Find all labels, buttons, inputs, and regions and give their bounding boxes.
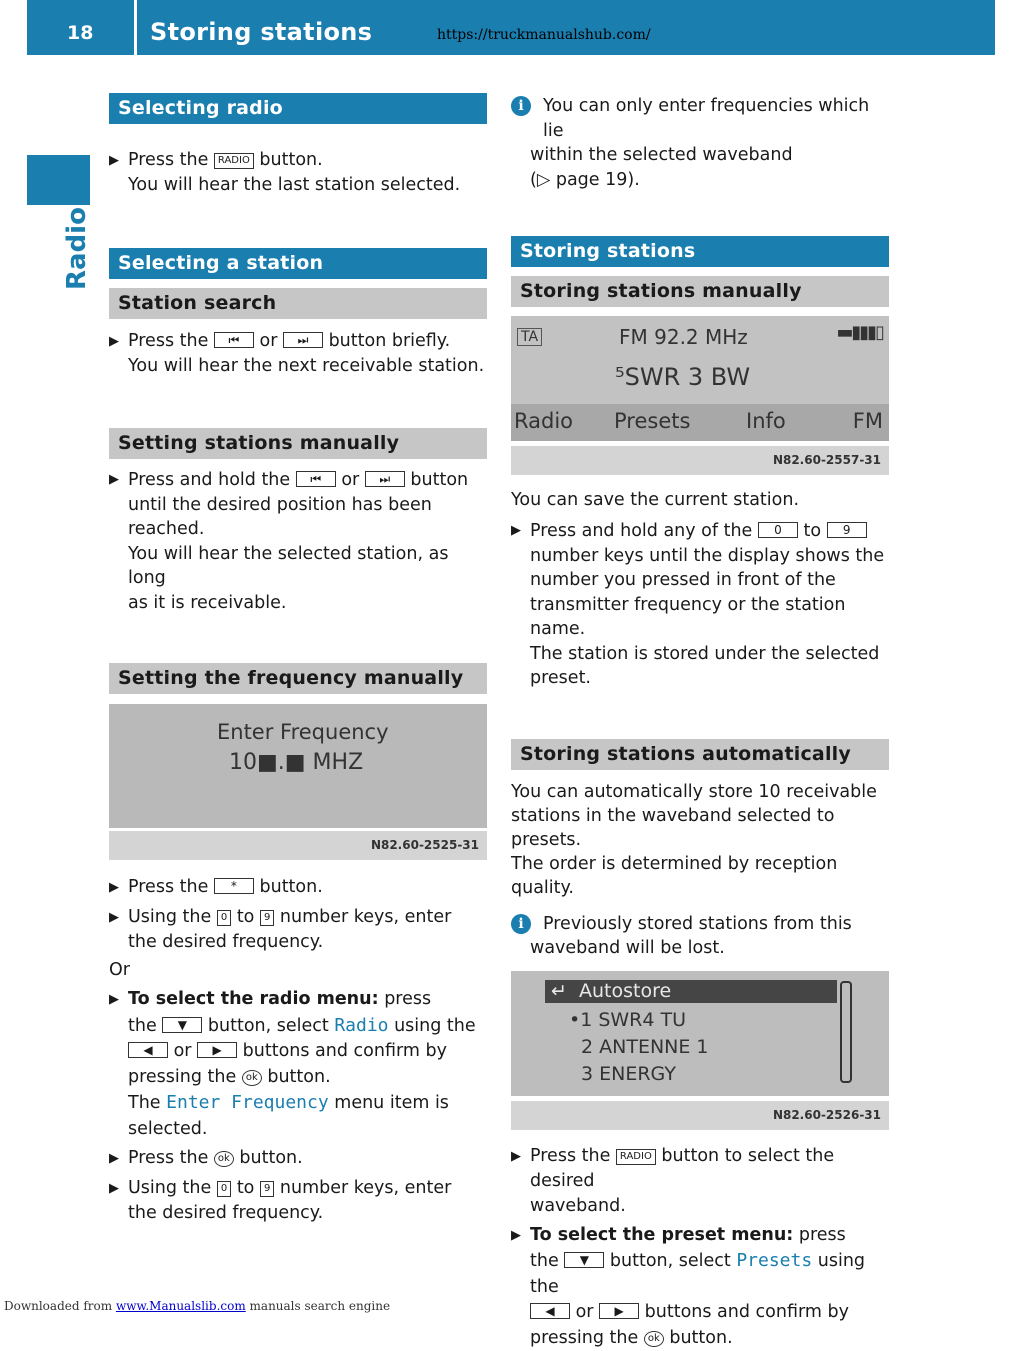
para-save-station: You can save the current station. [511, 488, 889, 513]
star-key-icon: * [214, 878, 254, 894]
step-arrow-icon: ▶ [109, 1146, 119, 1171]
step-number-keys: ▶ Using the 0 to 9 number keys, enter the desired frequency. [109, 905, 487, 955]
enter-frequency-label: Enter Frequency [166, 1092, 329, 1113]
image-code-bar [109, 831, 487, 860]
zero-key-icon: 0 [217, 910, 231, 926]
display-station: ⁵SWR 3 BW [615, 363, 750, 391]
step-arrow-icon: ▶ [511, 519, 521, 544]
step-station-search: ▶ Press the ⏮ or ⏭ button briefly. You will hear the next receivable station. [109, 329, 487, 379]
or-text: Or [109, 958, 487, 983]
side-tab-marker [27, 155, 90, 205]
step-press-star: ▶ Press the * button. [109, 875, 487, 900]
info-icon: i [511, 914, 531, 934]
nine-key-icon: 9 [260, 1181, 274, 1197]
right-key-icon: ▶ [197, 1042, 237, 1058]
step-selecting-radio: ▶ Press the RADIO button. You will hear the last station selected. [109, 148, 487, 198]
image-code: N82.60-2557-31 [773, 453, 881, 467]
step-number-keys-2: ▶ Using the 0 to 9 number keys, enter the desired frequency. [109, 1176, 487, 1226]
image-code-bar [511, 446, 889, 475]
preset-item-3: 3 ENERGY [581, 1063, 676, 1085]
step-arrow-icon: ▶ [511, 1223, 521, 1249]
right-column [511, 93, 889, 1351]
left-key-icon: ◀ [530, 1303, 570, 1319]
step-arrow-icon: ▶ [109, 1176, 119, 1201]
subheading-storing-automatically: Storing stations automatically [511, 739, 889, 770]
heading-selecting-radio: Selecting radio [109, 93, 487, 124]
image-code: N82.60-2526-31 [773, 1108, 881, 1122]
menu-fm: FM [853, 409, 883, 433]
step-arrow-icon: ▶ [511, 1144, 521, 1169]
display-line-1: Enter Frequency [217, 720, 389, 744]
step-arrow-icon: ▶ [109, 148, 119, 173]
radio-menu-label: Radio [334, 1015, 388, 1036]
zero-key-icon: 0 [758, 522, 798, 538]
step-arrow-icon: ▶ [109, 329, 119, 354]
ta-indicator: TA [517, 328, 542, 346]
ok-button-icon: ok [242, 1070, 262, 1086]
presets-menu-label: Presets [736, 1250, 812, 1271]
heading-selecting-station: Selecting a station [109, 248, 487, 279]
step-select-waveband: ▶ Press the RADIO button to select the desired waveband. [511, 1144, 889, 1219]
info-frequencies: i You can only enter frequencies which lie within the selected waveband (▷ page 19). [511, 94, 889, 192]
menu-radio: Radio [514, 409, 573, 433]
source-url[interactable]: https://truckmanualshub.com/ [437, 27, 651, 43]
step-select-radio-menu: ▶ To select the radio menu: press the ▼ button, select Radio using the ◀ or ▶ buttons and confirm by pressing the ok button. The Enter Frequency menu item is selected. [109, 987, 487, 1142]
radio-key-icon: RADIO [616, 1149, 656, 1165]
step-setting-manually: ▶ Press and hold the ⏮ or ⏭ button until the desired position has been reached. You will hear the selected station, as long as it is receivable. [109, 468, 487, 615]
step-press-ok: ▶ Press the ok button. [109, 1146, 487, 1171]
radio-key-icon: RADIO [214, 153, 254, 169]
menu-info: Info [746, 409, 786, 433]
return-arrow-icon: ↵ [551, 980, 567, 1002]
info-stations-lost: i Previously stored stations from this waveband will be lost. [511, 912, 889, 961]
step-store-manually: ▶ Press and hold any of the 0 to 9 number keys until the display shows the number you pressed in front of the transmitter frequency or the station name. The station is stored under the selected preset. [511, 519, 889, 691]
step-arrow-icon: ▶ [109, 905, 119, 930]
menu-presets: Presets [614, 409, 690, 433]
step-arrow-icon: ▶ [109, 875, 119, 900]
preset-item-1: •1 SWR4 TU [569, 1009, 686, 1031]
subheading-storing-manually: Storing stations manually [511, 276, 889, 307]
header-divider [134, 0, 137, 55]
left-column [109, 93, 487, 1226]
image-code: N82.60-2525-31 [371, 838, 479, 852]
info-icon: i [511, 96, 531, 116]
display-line-2: 10■.■ MHZ [229, 750, 363, 775]
scrollbar [840, 981, 852, 1083]
preset-item-2: 2 ANTENNE 1 [581, 1036, 709, 1058]
skip-back-key-icon: ⏮ [214, 332, 254, 348]
nine-key-icon: 9 [827, 522, 867, 538]
right-key-icon: ▶ [599, 1303, 639, 1319]
manualslib-link[interactable]: www.Manualslib.com [116, 1299, 246, 1313]
skip-forward-key-icon: ⏭ [365, 471, 405, 487]
image-code-bar [511, 1101, 889, 1130]
down-key-icon: ▼ [162, 1017, 202, 1033]
page-number: 18 [67, 22, 93, 44]
display-menu-bar [511, 404, 889, 441]
skip-back-key-icon: ⏮ [296, 471, 336, 487]
display-radio-station [511, 316, 889, 441]
side-tab-label: Radio [62, 207, 92, 290]
ok-button-icon: ok [214, 1151, 234, 1167]
subheading-station-search: Station search [109, 288, 487, 319]
ok-button-icon: ok [644, 1331, 664, 1347]
display-autostore [511, 971, 889, 1096]
page-title: Storing stations [150, 18, 372, 46]
zero-key-icon: 0 [217, 1181, 231, 1197]
step-arrow-icon: ▶ [109, 987, 119, 1013]
nine-key-icon: 9 [260, 910, 274, 926]
step-select-preset-menu: ▶ To select the preset menu: press the ▼ button, select Presets using the ◀ or ▶ buttons and confirm by pressing the ok button. [511, 1223, 889, 1351]
down-key-icon: ▼ [564, 1252, 604, 1268]
step-arrow-icon: ▶ [109, 468, 119, 493]
subheading-setting-manually: Setting stations manually [109, 428, 487, 459]
subheading-frequency-manually: Setting the frequency manually [109, 663, 487, 694]
display-enter-frequency [109, 704, 487, 828]
para-automatic: You can automatically store 10 receivable stations in the waveband selected to presets. The order is determined by reception quality. [511, 780, 889, 900]
skip-forward-key-icon: ⏭ [283, 332, 323, 348]
page-footer: Downloaded from www.Manualslib.com manuals search engine [4, 1299, 390, 1313]
signal-strength-icon: ▬▮▮▮▯ [836, 322, 883, 343]
heading-storing-stations: Storing stations [511, 236, 889, 267]
left-key-icon: ◀ [128, 1042, 168, 1058]
menu-autostore: Autostore [579, 980, 671, 1002]
page-header [27, 0, 995, 55]
display-frequency: FM 92.2 MHz [619, 325, 748, 349]
